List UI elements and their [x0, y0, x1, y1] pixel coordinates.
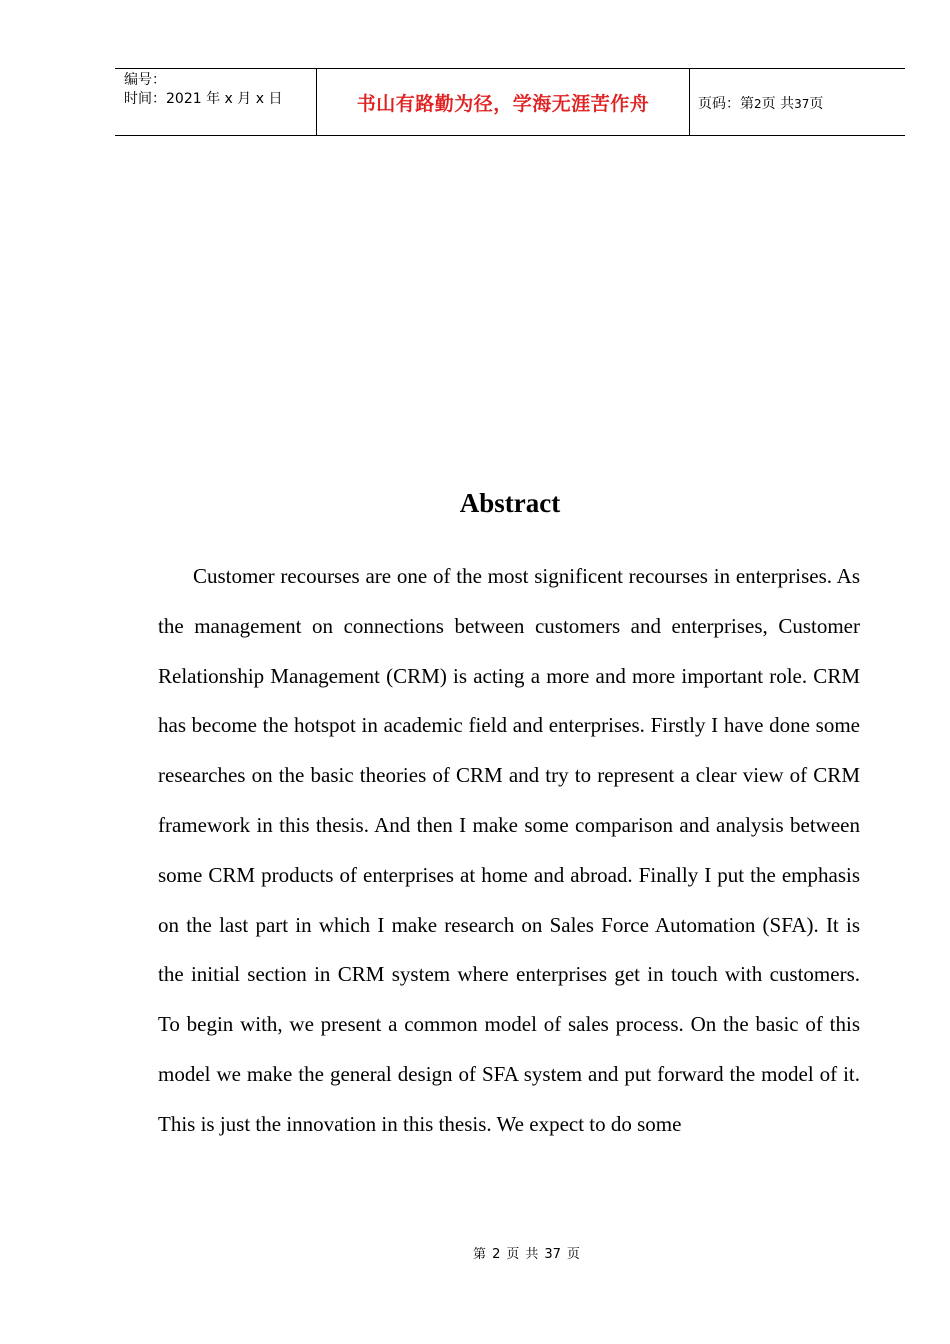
page-header: [115, 68, 905, 136]
time-label: 时间：2021 年 x 月 x 日: [124, 91, 283, 107]
header-page-prefix: 页码：第: [698, 95, 754, 112]
footer-di: 第: [473, 1247, 487, 1262]
header-page-current: 2: [754, 96, 762, 111]
footer-ye2: 页: [566, 1247, 580, 1262]
header-page-cell: [690, 69, 905, 136]
motto: 书山有路勤为径，学海无涯苦作舟: [356, 93, 650, 115]
footer-current-page: 2: [492, 1247, 501, 1262]
footer-ye: 页: [506, 1247, 520, 1262]
page-footer: [0, 1246, 950, 1264]
footer-total-pages: 37: [544, 1247, 561, 1262]
header-motto-cell: [316, 69, 690, 136]
header-page-info: [698, 93, 823, 113]
serial-number-label: 编号：: [124, 72, 166, 88]
header-info-cell: [115, 69, 316, 136]
header-page-total: 37: [794, 96, 810, 111]
footer-gong: 共: [525, 1247, 539, 1262]
document-title: Abstract: [459, 488, 561, 518]
header-page-middle: 页 共: [761, 95, 795, 112]
header-page-suffix: 页: [809, 95, 824, 112]
abstract-paragraph: Customer recourses are one of the most significent recourses in enterprises. As the management on connections between customers and enterprises, Customer Relationship Management (CRM) is acting a more and more important role. CRM has become the hotspot in academic field and enterprises. Firstly I have done some researches on the basic theories of CRM and try to represent a clear view of CRM framework in this thesis. And then I make some comparison and analysis between some CRM products of enterprises at home and abroad. Finally I put the emphasis on the last part in which I make research on Sales Force Automation (SFA). It is the initial section in CRM system where enterprises get in touch with customers. To begin with, we present a common model of sales process. On the basic of this model we make the general design of SFA system and put forward the model of it. This is just the innovation in this thesis. We expect to do some: [158, 564, 860, 1136]
